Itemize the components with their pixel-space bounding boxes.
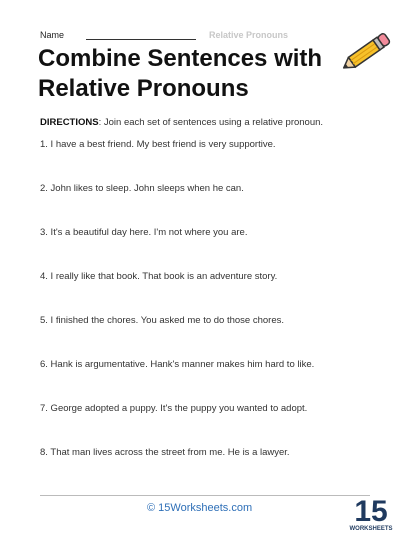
question-4: 4. I really like that book. That book is an adventure story.	[40, 271, 278, 282]
pencil-icon	[335, 30, 395, 76]
logo-number: 15	[354, 495, 388, 528]
question-8: 8. That man lives across the street from me. He is a lawyer.	[40, 447, 290, 458]
directions	[40, 117, 323, 128]
question-5: 5. I finished the chores. You asked me to do those chores.	[40, 315, 284, 326]
question-1: 1. I have a best friend. My best friend is very supportive.	[40, 139, 276, 150]
name-field-line[interactable]	[86, 39, 196, 40]
name-label: Name	[40, 30, 65, 40]
directions-label: DIRECTIONS	[40, 117, 99, 128]
15worksheets-logo	[349, 493, 393, 533]
question-2: 2. John likes to sleep. John sleeps when he can.	[40, 183, 244, 194]
footer-divider	[40, 495, 370, 496]
worksheet-topic: Relative Pronouns	[209, 30, 289, 40]
logo-caption: WORKSHEETS	[349, 526, 393, 532]
question-7: 7. George adopted a puppy. It's the puppy you wanted to adopt.	[40, 403, 308, 414]
directions-text: : Join each set of sentences using a relative pronoun.	[98, 117, 324, 128]
question-6: 6. Hank is argumentative. Hank's manner makes him hard to like.	[40, 359, 315, 370]
page-title: Combine Sentences with Relative Pronouns	[38, 45, 323, 102]
name-row	[40, 30, 86, 40]
copyright-link[interactable]: © 15Worksheets.com	[147, 502, 253, 514]
question-3: 3. It's a beautiful day here. I'm not where you are.	[40, 227, 248, 238]
